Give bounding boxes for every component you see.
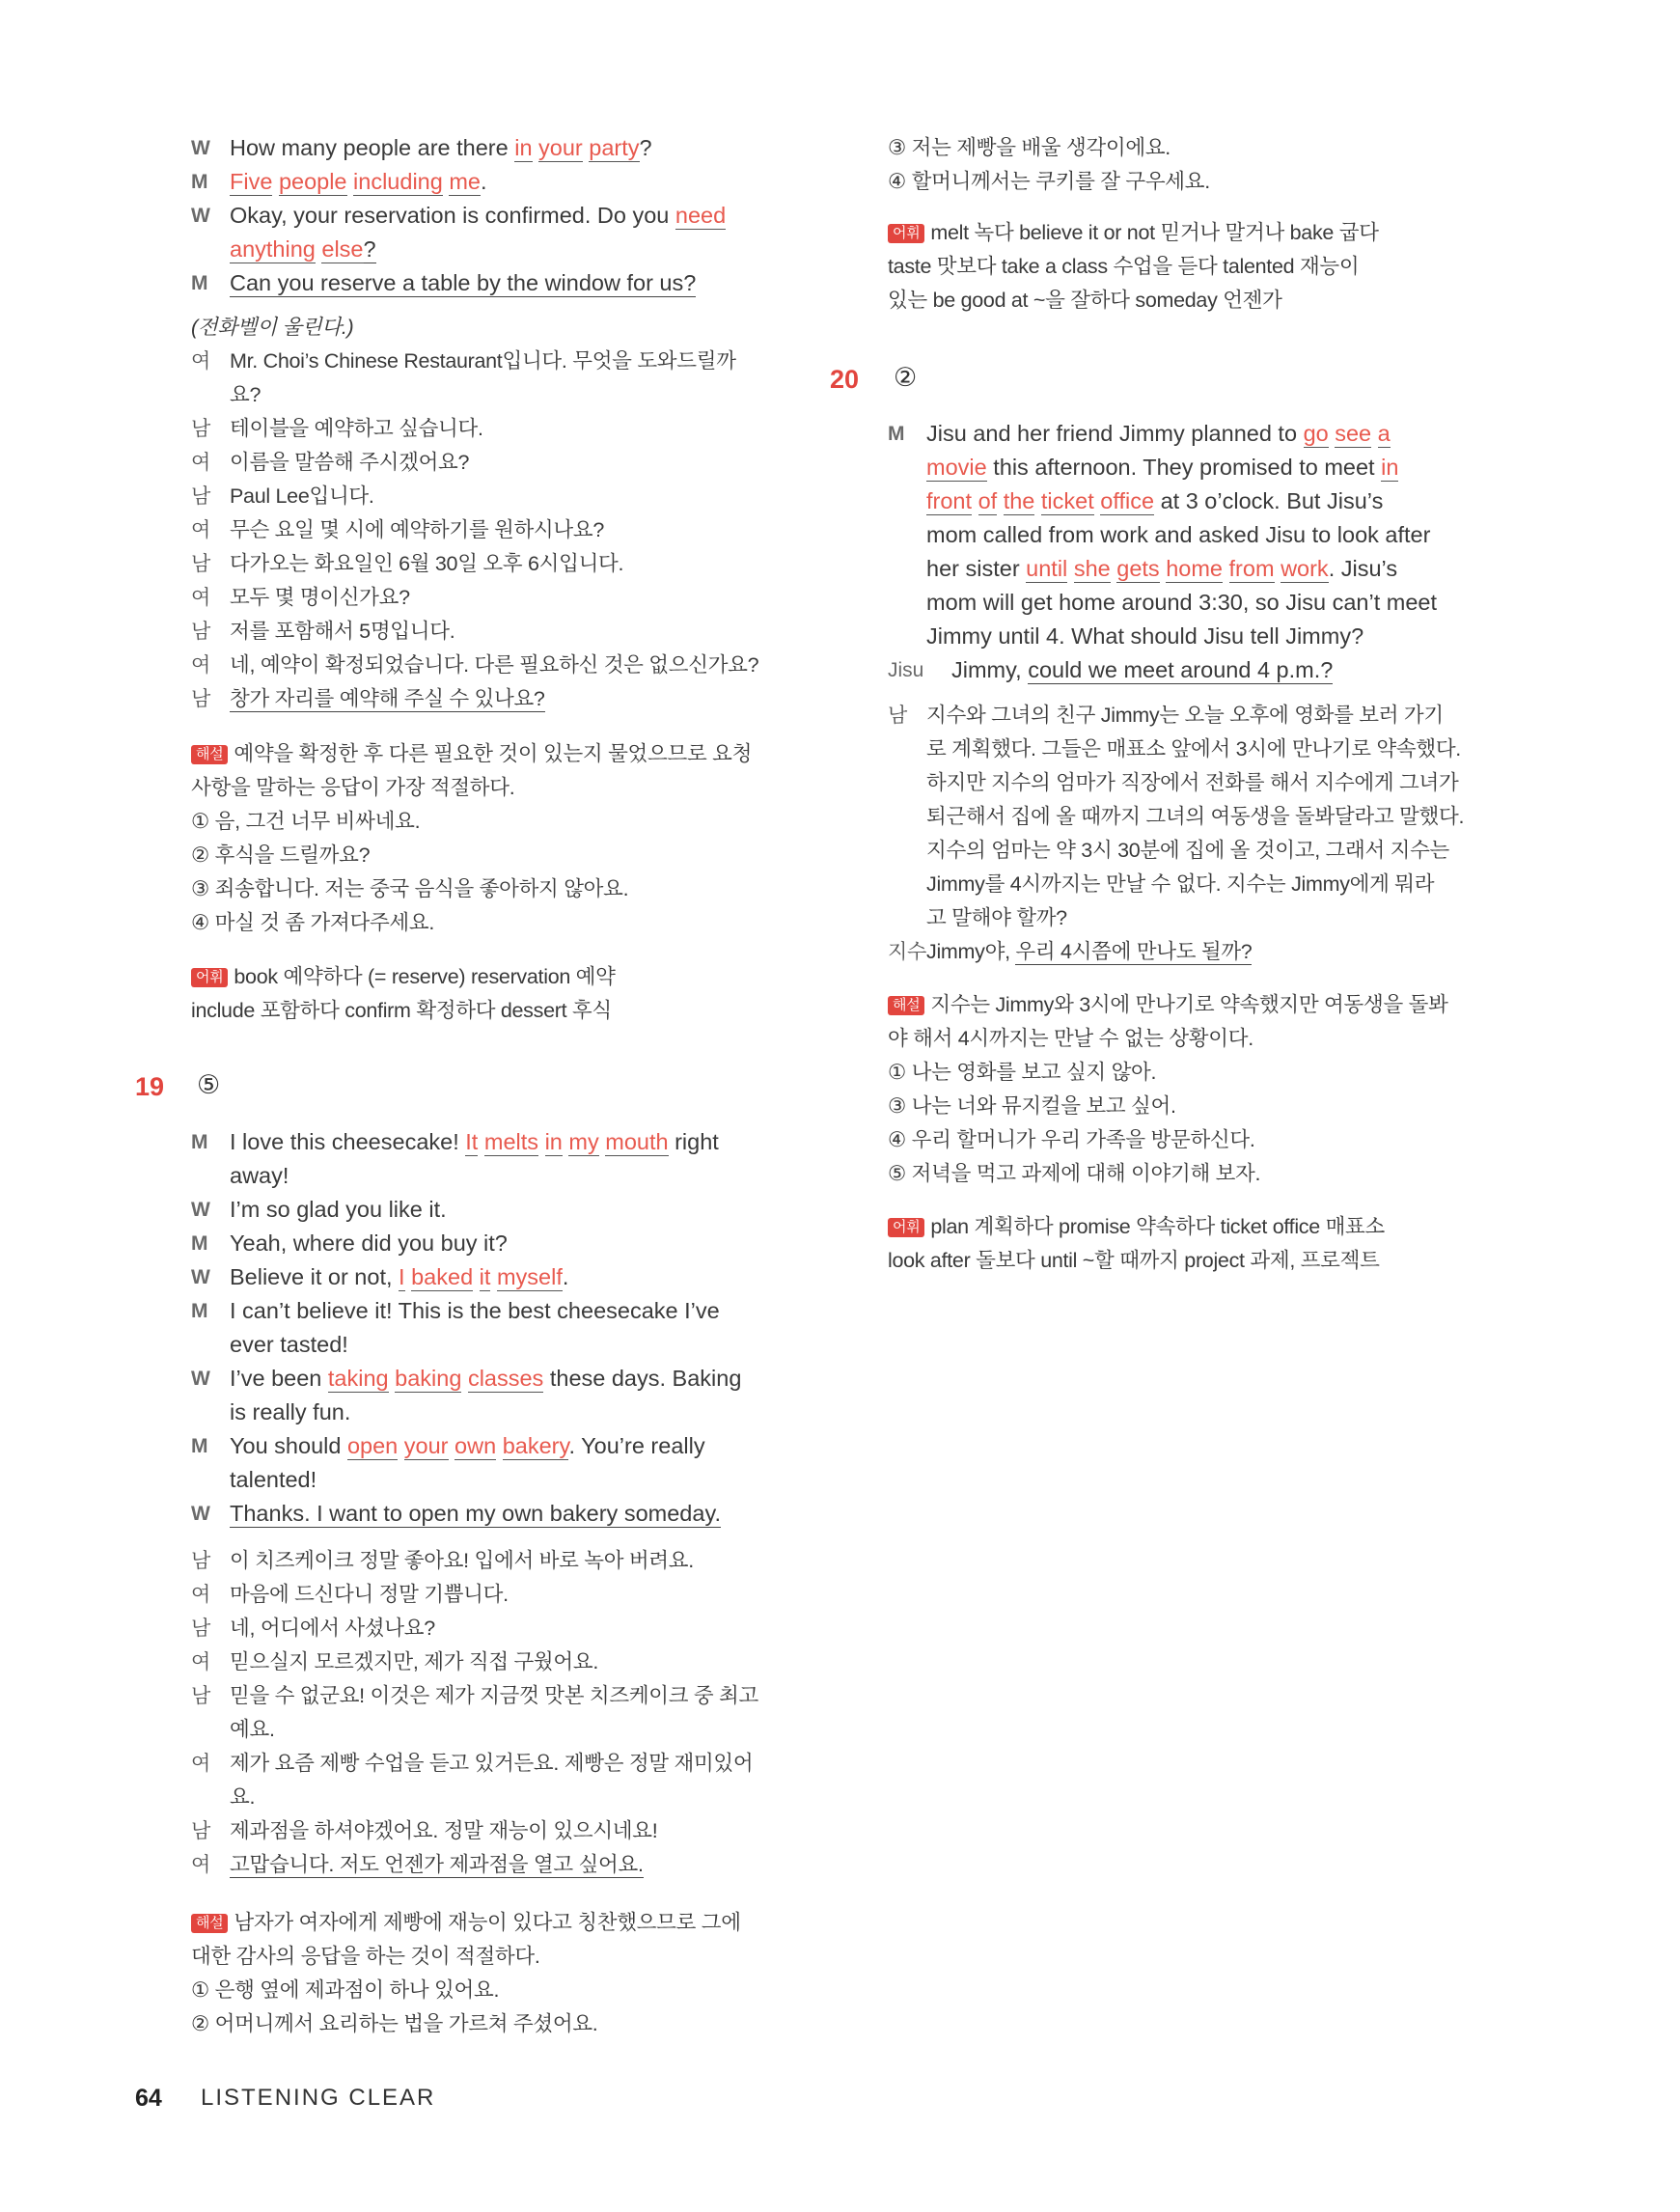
line-text: ④ 마실 것 좀 가져다주세요. <box>191 911 435 934</box>
answer-blank: movie <box>926 455 987 480</box>
line-text: book 예약하다 (= reserve) reservation 예약 <box>234 965 616 988</box>
text-segment: I love this cheesecake! <box>230 1129 466 1154</box>
text-segment: 고맙습니다. 저도 언젠가 제과점을 열고 싶어요. <box>230 1853 644 1876</box>
text-segment: 마음에 드신다니 정말 기쁩니다. <box>230 1583 509 1606</box>
speaker-label: M <box>191 1435 208 1457</box>
line-text <box>926 766 1458 800</box>
line-text <box>230 649 758 682</box>
vocabulary-line <box>888 1210 1478 1244</box>
answer-blank: Five <box>230 169 273 194</box>
text-segment: (전화벨이 울린다.) <box>191 316 354 339</box>
vocabulary-line <box>191 960 780 994</box>
text-segment <box>478 1129 484 1154</box>
answer-choice: ⑤ <box>197 1070 221 1099</box>
line-text <box>230 1125 719 1159</box>
text-segment: ever tasted! <box>230 1332 348 1357</box>
line-text: ⑤ 저녁을 먹고 과제에 대해 이야기해 보자. <box>888 1162 1261 1185</box>
vocabulary-tag: 어휘 <box>191 968 228 987</box>
explanation-tag: 해설 <box>191 1914 228 1933</box>
speaker-label: Jisu <box>888 659 924 681</box>
answer-blank: your <box>538 135 583 160</box>
answer-choice: ② <box>894 363 918 392</box>
answer-blank: else <box>321 236 364 262</box>
text-segment: I’m so glad you like it. <box>230 1197 447 1222</box>
text-segment: 예요. <box>230 1718 275 1741</box>
line-text <box>926 451 1398 484</box>
speaker-label: 여 <box>191 1651 210 1673</box>
explanation-tag: 해설 <box>888 996 924 1015</box>
line-text: ③ 죄송합니다. 저는 중국 음식을 좋아하지 않아요. <box>191 877 629 900</box>
text-segment: mom called from work and asked Jisu to look after <box>926 522 1431 547</box>
vocabulary-line <box>888 284 1478 318</box>
text-segment: 모두 몇 명이신가요? <box>230 586 410 609</box>
text-segment: right <box>668 1129 719 1154</box>
text-segment <box>496 1433 503 1458</box>
line-text: 남자가 여자에게 제빵에 재능이 있다고 칭찬했으므로 그에 <box>234 1911 741 1934</box>
speaker-label: M <box>888 423 905 445</box>
answer-blank: go <box>1303 421 1329 446</box>
explanation-line <box>888 131 1478 165</box>
answer-blank: need <box>675 203 727 228</box>
text-segment: Jisu and her friend Jimmy planned to <box>926 421 1304 446</box>
line-text <box>230 1362 741 1396</box>
line-text <box>230 412 483 446</box>
line-text <box>926 868 1434 901</box>
text-segment <box>461 1366 468 1391</box>
speaker-label: W <box>191 205 210 227</box>
line-text <box>230 266 696 300</box>
text-segment: away! <box>230 1163 289 1188</box>
line-text: 대한 감사의 응답을 하는 것이 적절하다. <box>191 1945 540 1968</box>
answer-blank: see <box>1335 421 1372 446</box>
line-text <box>230 1713 275 1747</box>
line-text <box>926 620 1363 653</box>
answer-blank: your <box>403 1433 449 1458</box>
line-text <box>230 1679 758 1713</box>
answer-blank: anything <box>230 236 316 262</box>
text-segment: . You’re really <box>568 1433 705 1458</box>
answer-blank: including <box>353 169 443 194</box>
text-segment <box>1067 556 1074 581</box>
line-text: 야 해서 4시까지는 만날 수 없는 상황이다. <box>888 1027 1253 1050</box>
vocabulary-line <box>888 1244 1478 1278</box>
line-text <box>230 1544 694 1578</box>
text-segment: Yeah, where did you buy it? <box>230 1230 508 1256</box>
line-text <box>230 1848 644 1882</box>
line-text <box>230 682 545 716</box>
answer-blank: front <box>926 488 973 513</box>
explanation-line <box>191 872 780 906</box>
text-segment: 무슨 요일 몇 시에 예약하기를 원하시나요? <box>230 518 604 541</box>
line-text <box>926 552 1397 586</box>
line-text: melt 녹다 believe it or not 믿거나 말거나 bake 굽다 <box>930 221 1379 244</box>
text-segment: this afternoon. They promised to meet <box>986 455 1382 480</box>
line-text: ③ 나는 너와 뮤지컬을 보고 싶어. <box>888 1094 1176 1118</box>
explanation-line <box>191 771 780 805</box>
line-text <box>230 1328 348 1362</box>
line-text <box>926 935 1252 969</box>
line-text: ① 은행 옆에 제과점이 하나 있어요. <box>191 1978 500 2002</box>
line-text: ② 후식을 드릴까요? <box>191 843 371 867</box>
text-segment: 제가 요즘 제빵 수업을 듣고 있거든요. 제빵은 정말 재미있어 <box>230 1752 754 1775</box>
text-segment: these days. Baking <box>543 1366 742 1391</box>
text-segment <box>1034 488 1041 513</box>
answer-blank: I <box>399 1264 405 1289</box>
text-segment: Jimmy until 4. What should Jisu tell Jimmy? <box>926 623 1364 649</box>
explanation-line <box>191 1940 780 1974</box>
line-text <box>230 1193 447 1227</box>
text-segment: You should <box>230 1433 347 1458</box>
text-segment: 다가오는 화요일인 6월 30일 오후 6시입니다. <box>230 552 624 575</box>
answer-blank: home <box>1166 556 1223 581</box>
answer-blank: in <box>544 1129 563 1154</box>
speaker-label: 남 <box>191 418 210 440</box>
speaker-label: M <box>191 171 208 193</box>
text-segment: 하지만 지수의 엄마가 직장에서 전화를 해서 지수에게 그녀가 <box>926 771 1459 794</box>
line-text <box>230 1463 317 1497</box>
speaker-label: 여 <box>191 350 210 373</box>
line-text <box>926 518 1430 552</box>
answer-blank: It <box>465 1129 479 1154</box>
vocabulary-tag: 어휘 <box>888 1218 924 1237</box>
line-text: ④ 할머니께서는 쿠키를 잘 구우세요. <box>888 170 1210 193</box>
text-segment <box>272 169 279 194</box>
line-text <box>230 131 652 165</box>
line-text <box>951 653 1333 687</box>
text-segment: 믿을 수 없군요! 이것은 제가 지금껏 맛본 치즈케이크 중 최고 <box>230 1684 758 1707</box>
text-segment <box>972 488 978 513</box>
line-text <box>230 165 487 199</box>
text-segment: 믿으실지 모르겠지만, 제가 직접 구웠어요. <box>230 1650 599 1673</box>
text-segment: could we meet around 4 p.m.? <box>1028 657 1334 682</box>
line-text <box>230 547 623 581</box>
vocabulary-line <box>888 216 1478 250</box>
question-number: 19 <box>135 1072 165 1101</box>
line-text <box>230 345 736 378</box>
speaker-label: W <box>191 1266 210 1288</box>
text-segment: Believe it or not, <box>230 1264 399 1289</box>
line-text: 사항을 말하는 응답이 가장 적절하다. <box>191 776 515 799</box>
text-segment: 네, 예약이 확정되었습니다. 다른 필요하신 것은 없으신가요? <box>230 653 759 677</box>
explanation-line <box>888 1056 1478 1090</box>
line-text: ① 나는 영화를 보고 싶지 않아. <box>888 1061 1157 1084</box>
line-text <box>230 1159 289 1193</box>
vocabulary-line <box>888 250 1478 284</box>
line-text: include 포함하다 confirm 확정하다 dessert 후식 <box>191 999 612 1022</box>
text-segment: Jimmy야, <box>926 940 1016 963</box>
text-segment: 네, 어디에서 사셨나요? <box>230 1617 435 1640</box>
text-segment <box>398 1433 404 1458</box>
speaker-label: W <box>191 1503 210 1525</box>
line-text <box>230 199 726 233</box>
text-segment: Jimmy를 4시까지는 만날 수 없다. 지수는 Jimmy에게 뭐라 <box>926 872 1435 896</box>
text-segment: . <box>562 1264 569 1289</box>
speaker-label: 여 <box>191 587 210 609</box>
line-text <box>926 800 1464 834</box>
text-segment: is really fun. <box>230 1399 351 1424</box>
page-number: 64 <box>135 2085 162 2112</box>
speaker-label: 남 <box>191 1685 210 1707</box>
text-segment: at 3 o’clock. But Jisu’s <box>1154 488 1384 513</box>
text-segment: 지수와 그녀의 친구 Jimmy는 오늘 오후에 영화를 보러 가기 <box>926 704 1444 727</box>
answer-blank: classes <box>467 1366 544 1391</box>
text-segment: 로 계획했다. 그들은 매표소 앞에서 3시에 만나기로 약속했다. <box>926 737 1461 760</box>
text-segment <box>1371 421 1378 446</box>
line-text <box>926 901 1067 935</box>
line-text <box>926 484 1383 518</box>
line-text <box>191 311 353 345</box>
line-text: plan 계획하다 promise 약속하다 ticket office 매표소 <box>930 1215 1385 1238</box>
speaker-label: 남 <box>191 1820 210 1842</box>
answer-blank: ticket <box>1040 488 1094 513</box>
speaker-label: M <box>191 1131 208 1153</box>
line-text <box>926 586 1437 620</box>
text-segment: Thanks. I want to open my own bakery someday. <box>230 1501 721 1526</box>
line-text <box>230 513 604 547</box>
answer-blank: baked <box>411 1264 474 1289</box>
speaker-label: 남 <box>191 688 210 710</box>
text-segment: 요? <box>230 383 262 406</box>
speaker-label: 여 <box>191 654 210 677</box>
line-text: ① 음, 그건 너무 비싸네요. <box>191 810 421 833</box>
text-segment <box>997 488 1004 513</box>
text-segment: . <box>481 169 487 194</box>
answer-blank: of <box>978 488 998 513</box>
speaker-label: 남 <box>191 1618 210 1640</box>
speaker-label: 남 <box>191 553 210 575</box>
explanation-line <box>888 1157 1478 1191</box>
speaker-label: 여 <box>191 452 210 474</box>
speaker-label: 남 <box>191 1550 210 1572</box>
line-text <box>230 378 261 412</box>
line-text <box>230 1227 508 1260</box>
line-text <box>230 1497 721 1531</box>
speaker-label: W <box>191 1199 210 1221</box>
speaker-label: 남 <box>191 621 210 643</box>
speaker-label: 남 <box>888 705 907 727</box>
answer-blank: it <box>479 1264 491 1289</box>
line-text <box>230 615 454 649</box>
question-number: 20 <box>830 365 860 394</box>
answer-blank: mouth <box>605 1129 669 1154</box>
text-segment <box>473 1264 480 1289</box>
explanation-line <box>888 165 1478 199</box>
text-segment: 이름을 말씀해 주시겠어요? <box>230 451 470 474</box>
explanation-line <box>191 1974 780 2007</box>
answer-blank: a <box>1377 421 1391 446</box>
text-segment: I’ve been <box>230 1366 328 1391</box>
line-text: ④ 우리 할머니가 우리 가족을 방문하신다. <box>888 1128 1255 1151</box>
answer-blank: from <box>1228 556 1275 581</box>
answer-blank: office <box>1100 488 1155 513</box>
speaker-label: 여 <box>191 1753 210 1775</box>
text-segment <box>1223 556 1229 581</box>
line-text <box>230 1747 753 1781</box>
text-segment: 지수의 엄마는 약 3시 30분에 집에 올 것이고, 그래서 지수는 <box>926 839 1450 862</box>
answer-blank: own <box>454 1433 497 1458</box>
explanation-tag: 해설 <box>191 745 228 764</box>
answer-blank: baking <box>395 1366 462 1391</box>
text-segment: 제과점을 하셔야겠어요. 정말 재능이 있으시네요! <box>230 1819 658 1842</box>
vocabulary-line <box>191 994 780 1028</box>
text-segment: 우리 4시쯤에 만나도 될까? <box>1015 940 1253 963</box>
line-text <box>230 1645 598 1679</box>
text-segment: ? <box>639 135 652 160</box>
line-text <box>230 1781 255 1814</box>
answer-blank: myself <box>496 1264 563 1289</box>
line-text <box>230 1429 705 1463</box>
line-text: 있는 be good at ~을 잘하다 someday 언젠가 <box>888 289 1282 312</box>
line-text <box>230 446 469 480</box>
answer-blank: the <box>1003 488 1035 513</box>
line-text <box>230 1260 568 1294</box>
answer-blank: me <box>449 169 481 194</box>
speaker-label: W <box>191 137 210 159</box>
line-text <box>926 417 1391 451</box>
text-segment: her sister <box>926 556 1027 581</box>
text-segment: 창가 자리를 예약해 주실 수 있나요? <box>230 687 545 710</box>
text-segment: Can you reserve a table by the window for us? <box>230 270 697 295</box>
line-text <box>230 1814 657 1848</box>
explanation-line <box>191 1906 780 1940</box>
text-segment: 이 치즈케이크 정말 좋아요! 입에서 바로 녹아 버려요. <box>230 1549 694 1572</box>
line-text <box>230 581 410 615</box>
line-text <box>230 1578 509 1612</box>
explanation-line <box>191 839 780 872</box>
book-title: LISTENING CLEAR <box>201 2085 436 2111</box>
answer-blank: people <box>278 169 347 194</box>
line-text <box>230 480 374 513</box>
line-text: 지수는 Jimmy와 3시에 만나기로 약속했지만 여동생을 돌봐 <box>930 993 1448 1016</box>
line-text: ③ 저는 제빵을 배울 생각이에요. <box>888 136 1170 159</box>
answer-blank: my <box>568 1129 599 1154</box>
speaker-label: 여 <box>191 1584 210 1606</box>
line-text: ② 어머니께서 요리하는 법을 가르쳐 주셨어요. <box>191 2012 598 2035</box>
text-segment: 저를 포함해서 5명입니다. <box>230 620 455 643</box>
text-segment: Paul Lee입니다. <box>230 484 374 508</box>
speaker-label: 여 <box>191 519 210 541</box>
text-segment: 요. <box>230 1785 256 1809</box>
speaker-label: 남 <box>191 485 210 508</box>
answer-blank: in <box>1381 455 1399 480</box>
explanation-line <box>191 805 780 839</box>
line-text <box>926 834 1449 868</box>
line-text: 예약을 확정한 후 다른 필요한 것이 있는지 물었으므로 요청 <box>234 742 753 765</box>
speaker-label: 여 <box>191 1854 210 1876</box>
text-segment: talented! <box>230 1467 317 1492</box>
vocabulary-tag: 어휘 <box>888 224 924 243</box>
text-segment: Jimmy, <box>951 657 1029 682</box>
answer-blank: until <box>1026 556 1068 581</box>
line-text <box>230 233 376 266</box>
answer-blank: party <box>589 135 640 160</box>
speaker-label: M <box>191 272 208 294</box>
explanation-line <box>191 906 780 940</box>
text-segment: 퇴근해서 집에 올 때까지 그녀의 여동생을 돌봐달라고 말했다. <box>926 805 1465 828</box>
text-segment: Mr. Choi’s Chinese Restaurant입니다. 무엇을 도와드릴까 <box>230 349 736 373</box>
line-text: look after 돌보다 until ~할 때까지 project 과제, 프로젝트 <box>888 1249 1380 1272</box>
explanation-line <box>191 2007 780 2041</box>
answer-blank: in <box>514 135 533 160</box>
speaker-label: W <box>191 1368 210 1390</box>
text-segment: 고 말해야 할까? <box>926 906 1067 929</box>
line-text <box>926 699 1444 733</box>
line-text: taste 맛보다 take a class 수업을 듣다 talented 재능이 <box>888 255 1360 278</box>
text-segment: I can’t believe it! This is the best cheesecake I’ve <box>230 1298 720 1323</box>
answer-blank: bakery <box>502 1433 569 1458</box>
speaker-label: M <box>191 1232 208 1255</box>
answer-blank: work <box>1281 556 1329 581</box>
line-text <box>230 1612 435 1645</box>
answer-blank: melts <box>483 1129 539 1154</box>
answer-blank: she <box>1073 556 1111 581</box>
speaker-label: M <box>191 1300 208 1322</box>
speaker-label: 지수 <box>888 941 926 963</box>
text-segment: Okay, your reservation is confirmed. Do you <box>230 203 675 228</box>
explanation-line <box>888 988 1478 1022</box>
answer-blank: taking <box>327 1366 389 1391</box>
text-segment: How many people are there <box>230 135 515 160</box>
line-text <box>926 733 1461 766</box>
text-segment: ? <box>363 236 376 262</box>
line-text <box>230 1294 720 1328</box>
answer-blank: gets <box>1116 556 1160 581</box>
line-text <box>230 1396 350 1429</box>
explanation-line <box>888 1022 1478 1056</box>
text-segment: mom will get home around 3:30, so Jisu can’t meet <box>926 590 1438 615</box>
text-segment <box>538 1129 545 1154</box>
explanation-line <box>888 1090 1478 1123</box>
text-segment <box>490 1264 497 1289</box>
explanation-line <box>888 1123 1478 1157</box>
text-segment: . Jisu’s <box>1328 556 1398 581</box>
explanation-line <box>191 737 780 771</box>
answer-blank: open <box>346 1433 399 1458</box>
text-segment: 테이블을 예약하고 싶습니다. <box>230 417 483 440</box>
